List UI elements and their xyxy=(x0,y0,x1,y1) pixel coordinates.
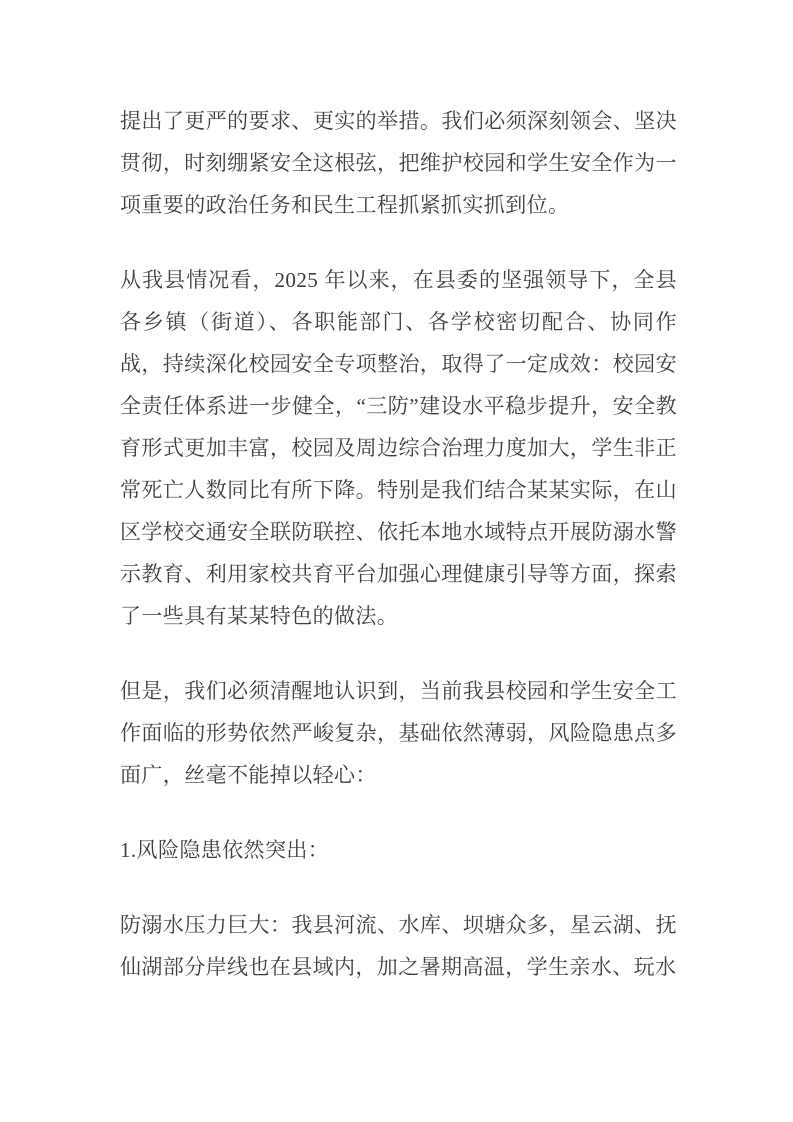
document-body xyxy=(120,100,677,988)
paragraph: 防溺水压力巨大：我县河流、水库、坝塘众多，星云湖、抚仙湖部分岸线也在县域内，加之暑期高温，学生亲水、玩水 xyxy=(120,913,677,979)
paragraph: 提出了更严的要求、更实的举措。我们必须深刻领会、坚决贯彻，时刻绷紧安全这根弦，把维护校园和学生安全作为一项重要的政治任务和民生工程抓紧抓实抓到位。 xyxy=(120,109,677,217)
paragraph: 从我县情况看，2025 年以来，在县委的坚强领导下，全县各乡镇（街道）、各职能部门、各学校密切配合、协同作战，持续深化校园安全专项整治，取得了一定成效：校园安全责任体系进一步健全，“三防”建设水平稳步提升，安全教育形式更加丰富，校园及周边综合治理力度加大，学生非正常死亡人数同比有所下降。特别是我们结合某某实际，在山区学校交通安全联防联控、依托本地水域特点开展防溺水警示教育、利用家校共育平台加强心理健康引导等方面，探索了一些具有某某特色的做法。 xyxy=(120,268,677,628)
numbered-section-heading: 1.风险隐患依然突出： xyxy=(120,838,330,862)
paragraph: 但是，我们必须清醒地认识到，当前我县校园和学生安全工作面临的形势依然严峻复杂，基础依然薄弱，风险隐患点多面广，丝毫不能掉以轻心： xyxy=(120,679,677,787)
